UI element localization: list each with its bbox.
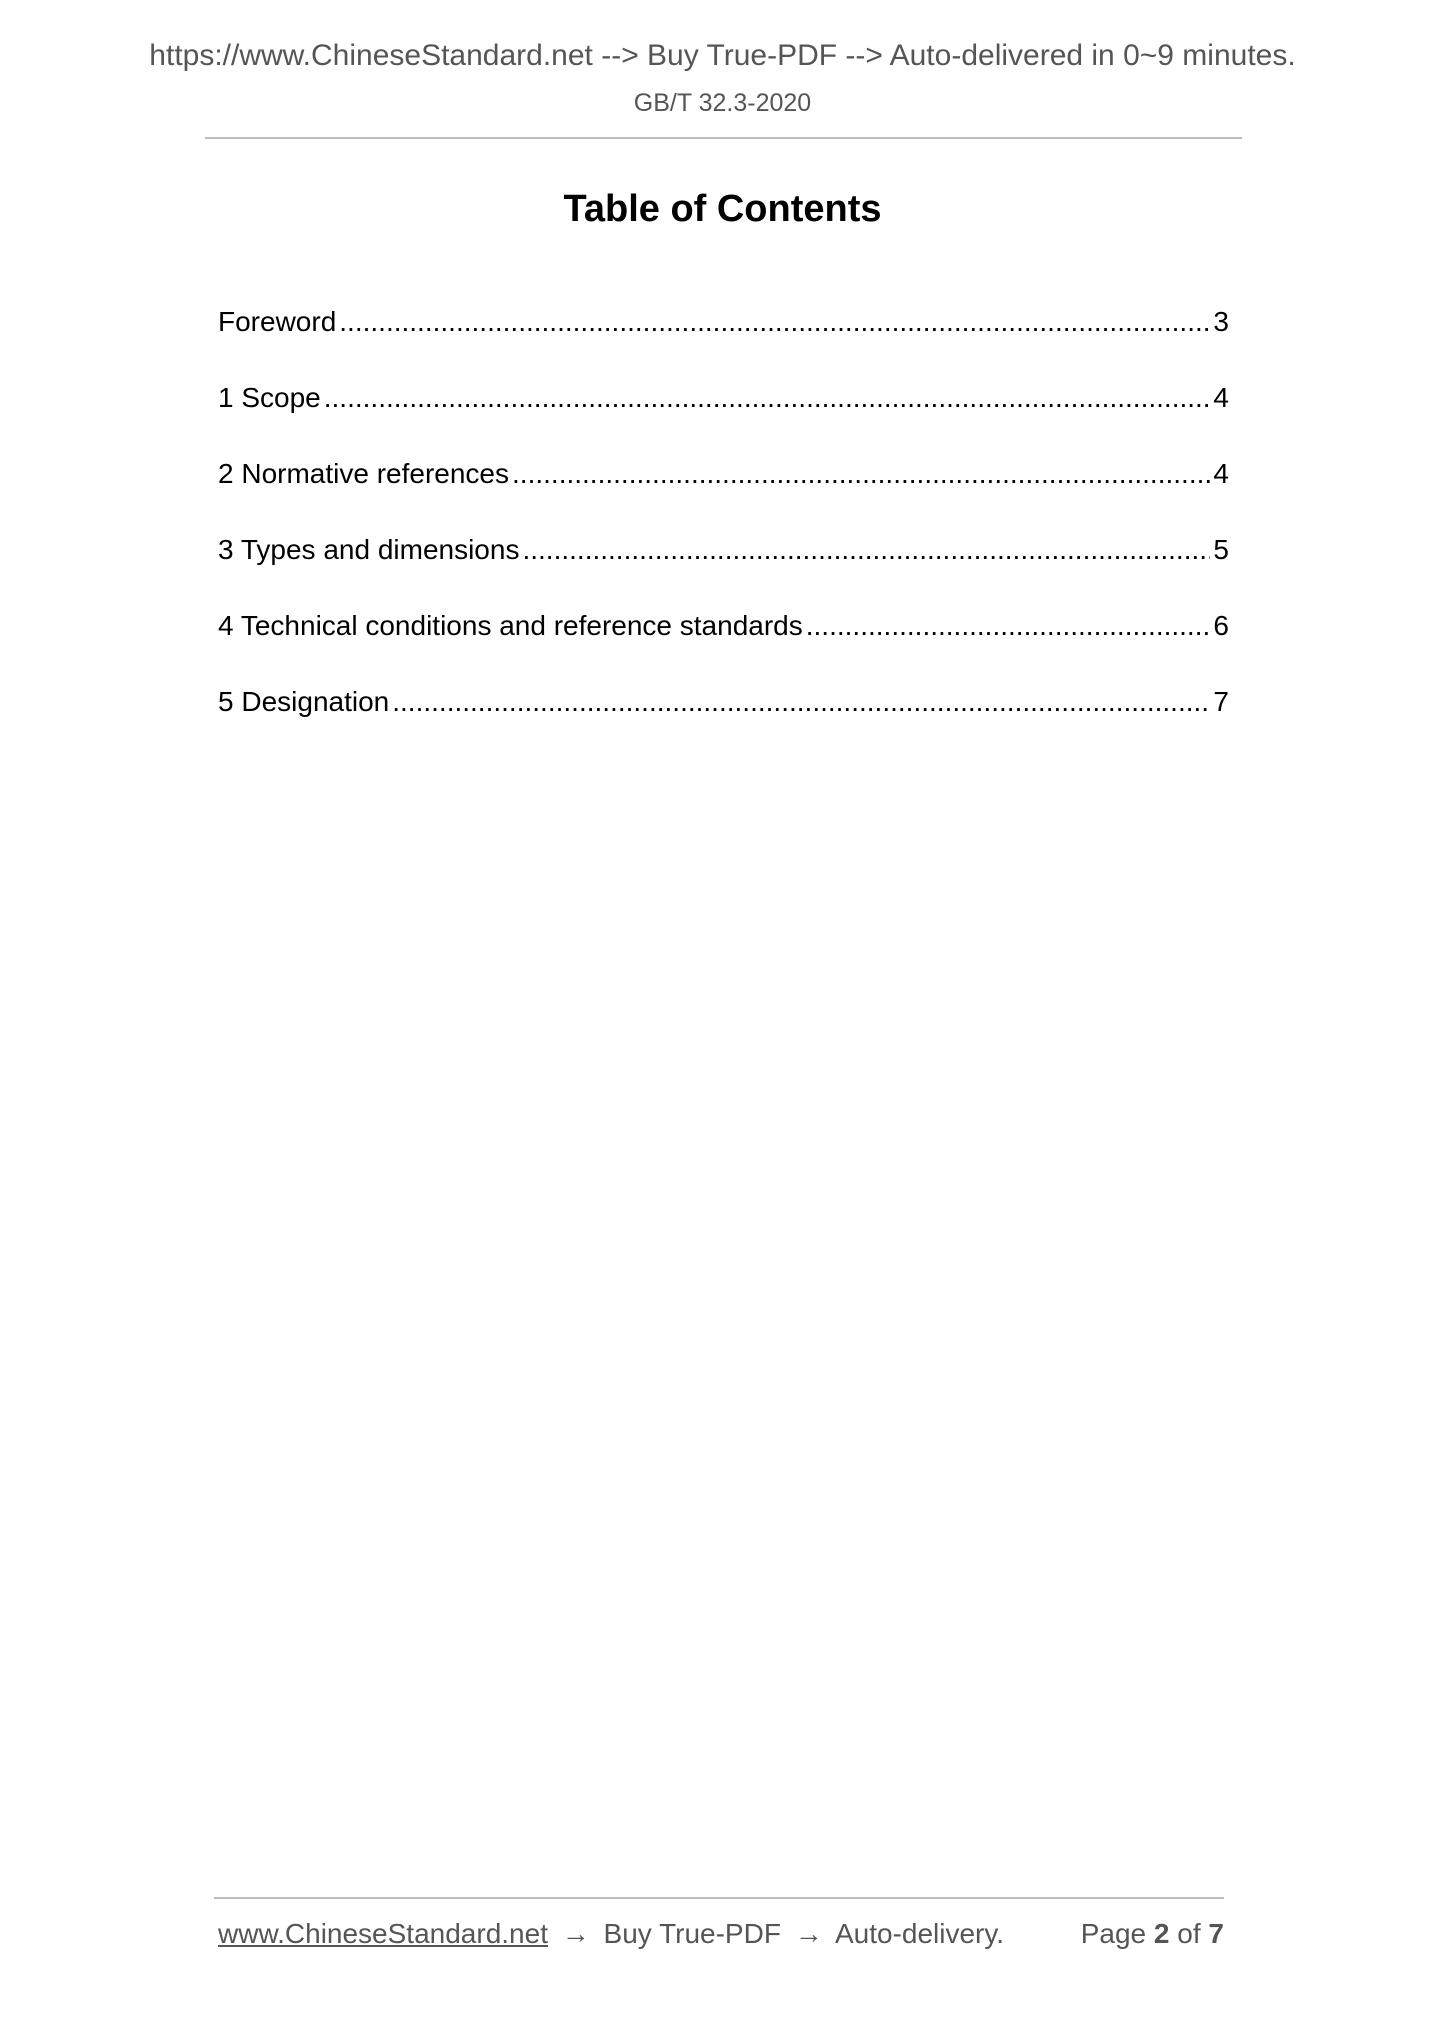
page-current: 2: [1153, 1918, 1170, 1949]
footer-delivery-text: Auto-delivery.: [834, 1918, 1005, 1949]
toc-entry-label: Foreword: [218, 306, 337, 337]
toc-dot-leader: [339, 301, 1210, 343]
page-word: Page: [1080, 1918, 1147, 1949]
toc-dot-leader: [324, 377, 1211, 419]
arrow-right-icon: →: [561, 1918, 590, 1949]
toc-entry-page: 4: [1213, 382, 1229, 413]
toc-entry-label: 2 Normative references: [218, 458, 510, 489]
toc-dot-leader: [806, 605, 1211, 647]
toc-title: Table of Contents: [563, 188, 882, 230]
toc-entry-foreword[interactable]: [218, 301, 1229, 377]
arrow-right-icon: →: [794, 1918, 823, 1949]
toc-entry-scope[interactable]: [218, 377, 1229, 453]
toc-dot-leader: [392, 681, 1210, 723]
toc-entry-label: 3 Types and dimensions: [218, 534, 520, 565]
page-total: 7: [1208, 1918, 1224, 1949]
toc-entry-page: 5: [1213, 534, 1229, 565]
standard-code: GB/T 32.3-2020: [633, 89, 812, 117]
toc-entry-page: 6: [1213, 610, 1229, 641]
toc-entry-page: 4: [1213, 458, 1229, 489]
footer-divider: [214, 1897, 1224, 1899]
toc-entry-page: 7: [1213, 686, 1229, 717]
toc-dot-leader: [522, 529, 1210, 571]
toc-entry-technical-conditions[interactable]: [218, 605, 1229, 681]
toc-entry-label: 1 Scope: [218, 382, 321, 413]
toc-entry-label: 5 Designation: [218, 686, 390, 717]
toc-entry-types-and-dimensions[interactable]: [218, 529, 1229, 605]
toc-entry-designation[interactable]: [218, 681, 1229, 757]
toc-entry-normative-references[interactable]: [218, 453, 1229, 529]
of-word: of: [1177, 1918, 1201, 1949]
toc-entry-page: 3: [1213, 306, 1229, 337]
page-footer: [218, 1914, 1224, 1954]
header-banner[interactable]: https://www.ChineseStandard.net --> Buy True-PDF --> Auto-delivered in 0~9 minutes.: [149, 39, 1296, 72]
page-indicator: [1081, 1914, 1224, 1954]
toc-entry-label: 4 Technical conditions and reference standards: [218, 610, 803, 641]
header-divider: [205, 137, 1242, 139]
toc-list: [218, 301, 1229, 757]
toc-dot-leader: [512, 453, 1210, 495]
footer-buy-text: Buy True-PDF: [603, 1918, 781, 1949]
footer-website-link[interactable]: www.ChineseStandard.net: [218, 1918, 548, 1949]
